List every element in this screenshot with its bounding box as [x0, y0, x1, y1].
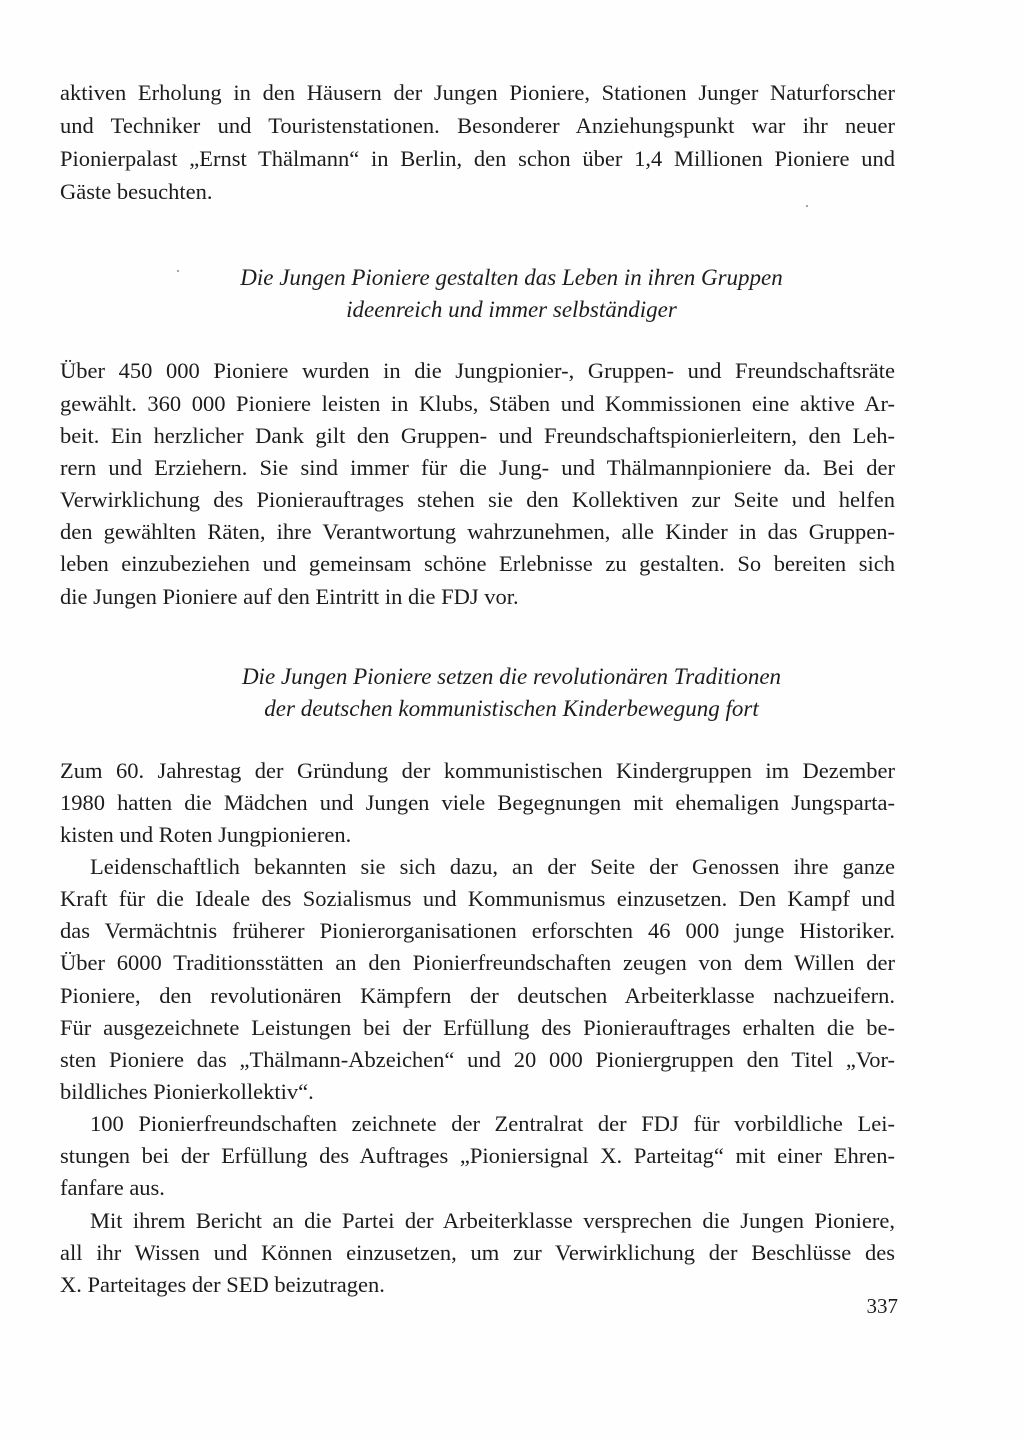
body-line: Über 450 000 Pioniere wurden in die Jungpionier-, Gruppen- und Freundschaftsräte [60, 358, 895, 383]
body-line: Zum 60. Jahrestag der Gründung der kommunistischen Kindergruppen im Dezember [60, 758, 895, 783]
section-heading: Die Jungen Pioniere gestalten das Leben in ihren Gruppen [240, 265, 783, 290]
section-heading: der deutschen kommunistischen Kinderbewegung fort [264, 696, 759, 721]
body-line: 100 Pionierfreundschaften zeichnete der Zentralrat der FDJ für vorbildliche Lei- [90, 1111, 895, 1136]
body-line: all ihr Wissen und Können einzusetzen, um zur Verwirklichung der Beschlüsse des [60, 1240, 895, 1265]
body-line: Für ausgezeichnete Leistungen bei der Erfüllung des Pionierauftrages erhalten die be- [60, 1015, 895, 1040]
body-line: Leidenschaftlich bekannten sie sich dazu, an der Seite der Genossen ihre ganze [90, 854, 895, 879]
intro-line: aktiven Erholung in den Häusern der Jungen Pioniere, Stationen Junger Naturforscher [60, 80, 895, 105]
body-line: 1980 hatten die Mädchen und Jungen viele Begegnungen mit ehemaligen Jungsparta- [60, 790, 895, 815]
section-heading: Die Jungen Pioniere setzen die revolutionären Traditionen [241, 664, 782, 689]
body-line: fanfare aus. [60, 1175, 165, 1200]
body-line: beit. Ein herzlicher Dank gilt den Gruppen- und Freundschaftspionierleitern, den Leh- [60, 423, 895, 448]
body-line: Pioniere, den revolutionären Kämpfern der deutschen Arbeiterklasse nachzueifern. [60, 983, 895, 1008]
page-number: 337 [866, 1294, 898, 1318]
body-line: Kraft für die Ideale des Sozialismus und Kommunismus einzusetzen. Den Kampf und [60, 886, 895, 911]
body-line: das Vermächtnis früherer Pionierorganisationen erforschten 46 000 junge Historiker. [60, 918, 895, 943]
intro-line: und Techniker und Touristenstationen. Besonderer Anziehungspunkt war ihr neuer [60, 113, 895, 138]
section-heading: ideenreich und immer selbständiger [346, 297, 677, 322]
intro-line: Gäste besuchten. [60, 179, 213, 204]
body-line: Mit ihrem Bericht an die Partei der Arbeiterklasse versprechen die Jungen Pioniere, [90, 1208, 895, 1233]
body-line: bildliches Pionierkollektiv“. [60, 1079, 314, 1104]
body-line: Verwirklichung des Pionierauftrages stehen sie den Kollektiven zur Seite und helfen [60, 487, 895, 512]
body-line: stungen bei der Erfüllung des Auftrages „Pioniersignal X. Parteitag“ mit einer Ehren- [60, 1143, 895, 1168]
body-line: Über 6000 Traditionsstätten an den Pionierfreundschaften zeugen von dem Willen der [60, 950, 895, 975]
body-line: den gewählten Räten, ihre Verantwortung wahrzunehmen, alle Kinder in das Gruppen- [60, 519, 895, 544]
body-line: rern und Erziehern. Sie sind immer für die Jung- und Thälmannpioniere da. Bei der [60, 455, 895, 480]
body-line: die Jungen Pioniere auf den Eintritt in die FDJ vor. [60, 584, 519, 609]
scan-speck [806, 205, 808, 207]
intro-line: Pionierpalast „Ernst Thälmann“ in Berlin, den schon über 1,4 Millionen Pioniere und [60, 146, 895, 171]
body-line: X. Parteitages der SED beizutragen. [60, 1272, 385, 1297]
body-line: sten Pioniere das „Thälmann-Abzeichen“ und 20 000 Pioniergruppen den Titel „Vor- [60, 1047, 895, 1072]
body-line: gewählt. 360 000 Pioniere leisten in Klubs, Stäben und Kommissionen eine aktive Ar- [60, 391, 895, 416]
body-line: leben einzubeziehen und gemeinsam schöne Erlebnisse zu gestalten. So bereiten sich [60, 551, 895, 576]
body-line: kisten und Roten Jungpionieren. [60, 822, 352, 847]
